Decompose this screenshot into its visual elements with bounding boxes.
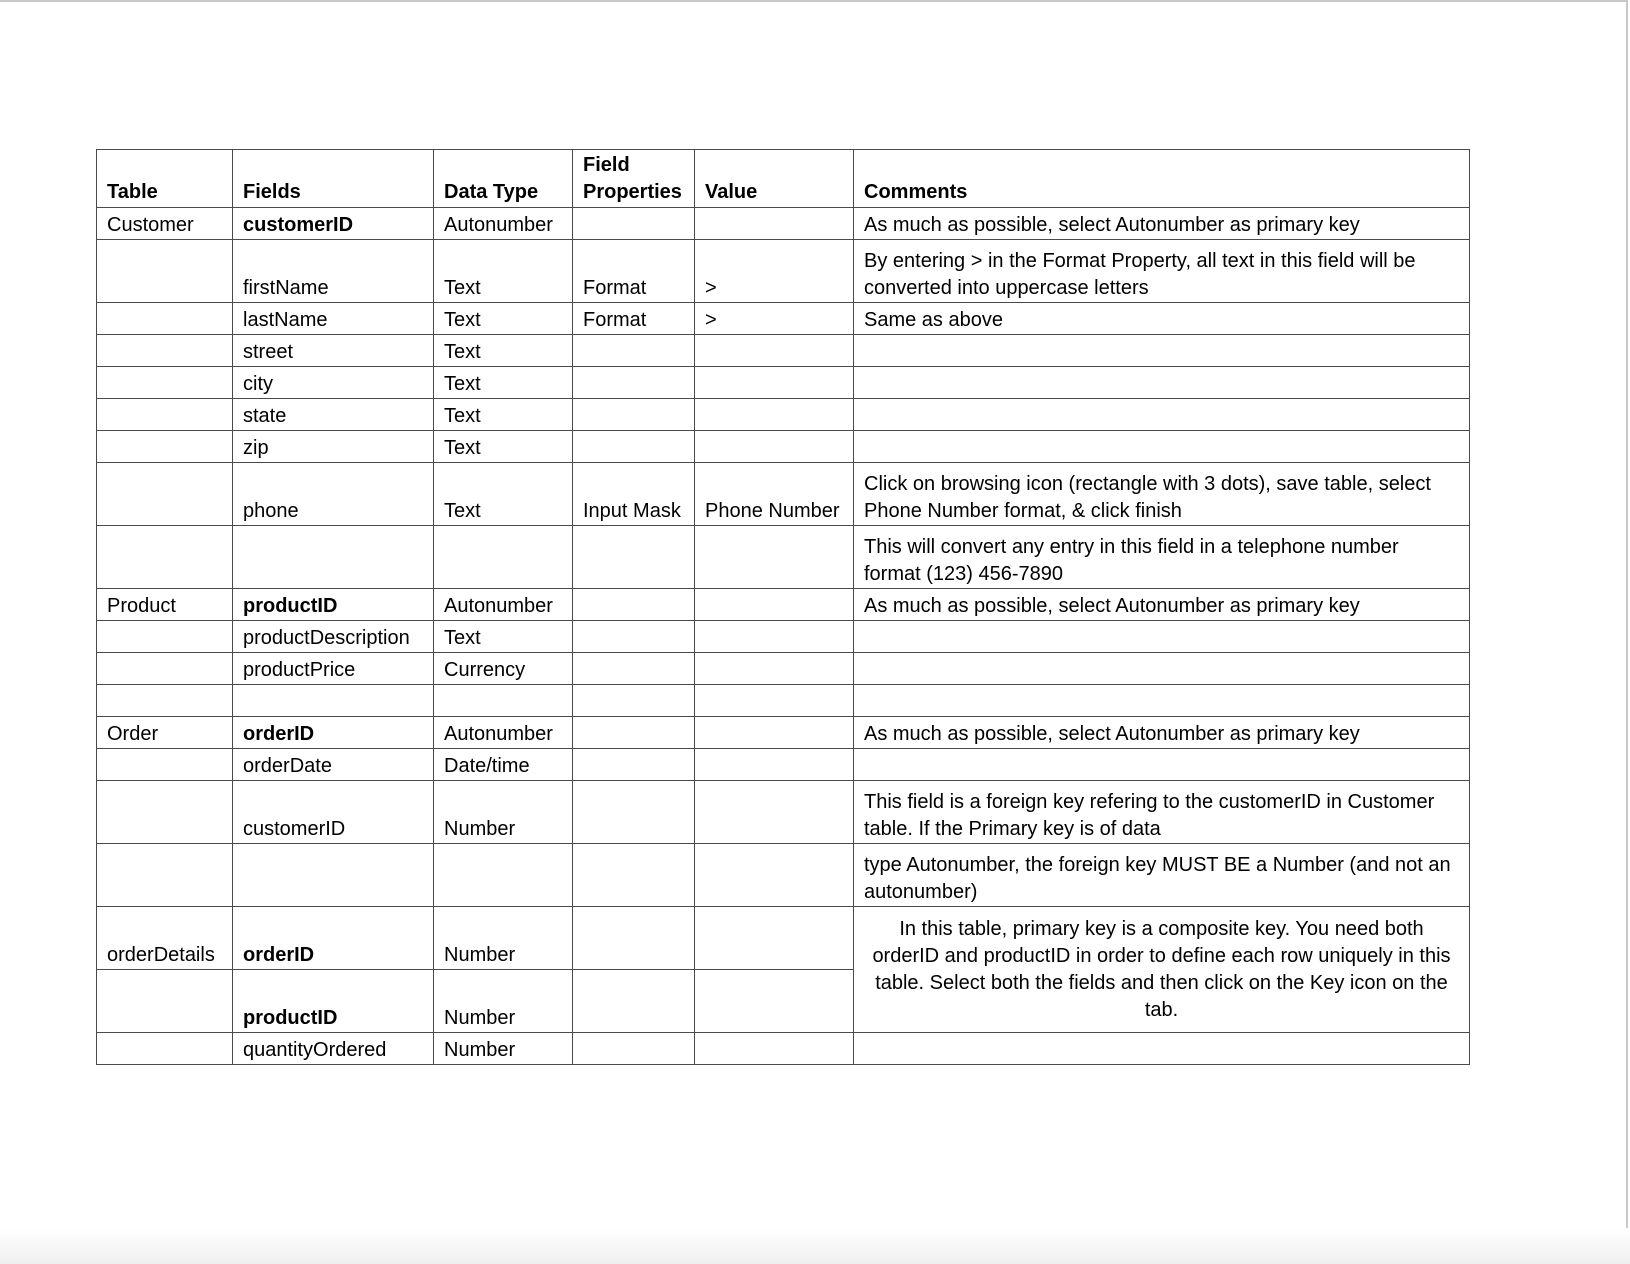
cell-table: Product bbox=[97, 589, 233, 621]
cell-prop bbox=[573, 1033, 695, 1065]
cell-comment bbox=[854, 367, 1470, 399]
header-row bbox=[97, 150, 1470, 208]
cell-value bbox=[695, 399, 854, 431]
header-table: Table bbox=[97, 150, 233, 208]
cell-field bbox=[233, 685, 434, 717]
cell-field: customerID bbox=[233, 208, 434, 240]
cell-type bbox=[434, 526, 573, 589]
cell-value bbox=[695, 781, 854, 844]
cell-prop bbox=[573, 781, 695, 844]
cell-field: orderDate bbox=[233, 749, 434, 781]
cell-prop bbox=[573, 970, 695, 1033]
cell-prop bbox=[573, 717, 695, 749]
header-data-type: Data Type bbox=[434, 150, 573, 208]
cell-comment bbox=[854, 399, 1470, 431]
cell-table bbox=[97, 844, 233, 907]
cell-value bbox=[695, 907, 854, 970]
header-field-properties: Field Properties bbox=[573, 150, 695, 208]
table-row bbox=[97, 717, 1470, 749]
cell-table bbox=[97, 303, 233, 335]
cell-table bbox=[97, 463, 233, 526]
header-fields: Fields bbox=[233, 150, 434, 208]
cell-value bbox=[695, 526, 854, 589]
table-row bbox=[97, 303, 1470, 335]
table-row bbox=[97, 240, 1470, 303]
cell-table bbox=[97, 621, 233, 653]
cell-table bbox=[97, 431, 233, 463]
header-value: Value bbox=[695, 150, 854, 208]
cell-prop bbox=[573, 621, 695, 653]
cell-comment: Click on browsing icon (rectangle with 3 dots), save table, select Phone Number format, & click finish bbox=[854, 463, 1470, 526]
cell-table bbox=[97, 685, 233, 717]
cell-field bbox=[233, 526, 434, 589]
table-row bbox=[97, 685, 1470, 717]
cell-prop bbox=[573, 589, 695, 621]
cell-comment: As much as possible, select Autonumber as primary key bbox=[854, 589, 1470, 621]
cell-type: Number bbox=[434, 907, 573, 970]
cell-field: orderID bbox=[233, 907, 434, 970]
cell-field: customerID bbox=[233, 781, 434, 844]
cell-table: Order bbox=[97, 717, 233, 749]
cell-prop: Input Mask bbox=[573, 463, 695, 526]
cell-prop bbox=[573, 367, 695, 399]
cell-field: state bbox=[233, 399, 434, 431]
table-row bbox=[97, 653, 1470, 685]
table-row bbox=[97, 844, 1470, 907]
cell-field: phone bbox=[233, 463, 434, 526]
cell-type: Currency bbox=[434, 653, 573, 685]
cell-table bbox=[97, 781, 233, 844]
cell-field: zip bbox=[233, 431, 434, 463]
cell-type: Autonumber bbox=[434, 717, 573, 749]
cell-field: street bbox=[233, 335, 434, 367]
cell-comment bbox=[854, 335, 1470, 367]
cell-type: Text bbox=[434, 463, 573, 526]
cell-prop bbox=[573, 685, 695, 717]
cell-table bbox=[97, 970, 233, 1033]
cell-type: Text bbox=[434, 367, 573, 399]
cell-table bbox=[97, 526, 233, 589]
cell-table bbox=[97, 749, 233, 781]
cell-field: productDescription bbox=[233, 621, 434, 653]
cell-table bbox=[97, 335, 233, 367]
cell-field: city bbox=[233, 367, 434, 399]
cell-type: Text bbox=[434, 303, 573, 335]
cell-table: orderDetails bbox=[97, 907, 233, 970]
cell-value: Phone Number bbox=[695, 463, 854, 526]
cell-type: Number bbox=[434, 970, 573, 1033]
cell-field bbox=[233, 844, 434, 907]
cell-type bbox=[434, 685, 573, 717]
table-row bbox=[97, 781, 1470, 844]
cell-prop bbox=[573, 844, 695, 907]
cell-field: productID bbox=[233, 589, 434, 621]
cell-comment: This will convert any entry in this field in a telephone number format (123) 456-7890 bbox=[854, 526, 1470, 589]
cell-comment bbox=[854, 621, 1470, 653]
cell-value bbox=[695, 335, 854, 367]
cell-value bbox=[695, 208, 854, 240]
cell-table: Customer bbox=[97, 208, 233, 240]
cell-type: Number bbox=[434, 781, 573, 844]
cell-comment bbox=[854, 749, 1470, 781]
table-row bbox=[97, 431, 1470, 463]
cell-comment: By entering > in the Format Property, all text in this field will be converted into uppercase letters bbox=[854, 240, 1470, 303]
table-row bbox=[97, 749, 1470, 781]
cell-comment bbox=[854, 685, 1470, 717]
cell-prop bbox=[573, 907, 695, 970]
cell-type: Text bbox=[434, 335, 573, 367]
cell-prop bbox=[573, 653, 695, 685]
cell-field: lastName bbox=[233, 303, 434, 335]
cell-value bbox=[695, 431, 854, 463]
cell-comment: As much as possible, select Autonumber as primary key bbox=[854, 208, 1470, 240]
cell-value: > bbox=[695, 303, 854, 335]
table-row bbox=[97, 526, 1470, 589]
cell-type: Text bbox=[434, 399, 573, 431]
header-comments: Comments bbox=[854, 150, 1470, 208]
cell-type: Autonumber bbox=[434, 589, 573, 621]
cell-prop bbox=[573, 208, 695, 240]
cell-type: Number bbox=[434, 1033, 573, 1065]
cell-prop bbox=[573, 526, 695, 589]
cell-table bbox=[97, 367, 233, 399]
cell-value bbox=[695, 685, 854, 717]
cell-value bbox=[695, 653, 854, 685]
cell-prop bbox=[573, 399, 695, 431]
table-row bbox=[97, 335, 1470, 367]
cell-type: Autonumber bbox=[434, 208, 573, 240]
cell-field: orderID bbox=[233, 717, 434, 749]
cell-comment: type Autonumber, the foreign key MUST BE a Number (and not an autonumber) bbox=[854, 844, 1470, 907]
cell-type: Date/time bbox=[434, 749, 573, 781]
cell-prop bbox=[573, 335, 695, 367]
cell-comment: In this table, primary key is a composite key. You need both orderID and productID in order to define each row uniquely in this table. Select both the fields and then click on the Key icon on the tab. bbox=[854, 907, 1470, 1033]
cell-field: firstName bbox=[233, 240, 434, 303]
cell-table bbox=[97, 399, 233, 431]
table-row bbox=[97, 907, 1470, 970]
cell-value bbox=[695, 970, 854, 1033]
cell-field: productPrice bbox=[233, 653, 434, 685]
cell-value: > bbox=[695, 240, 854, 303]
cell-value bbox=[695, 589, 854, 621]
cell-type: Text bbox=[434, 621, 573, 653]
table-row bbox=[97, 463, 1470, 526]
cell-type: Text bbox=[434, 240, 573, 303]
cell-type bbox=[434, 844, 573, 907]
table-row bbox=[97, 1033, 1470, 1065]
cell-comment: As much as possible, select Autonumber as primary key bbox=[854, 717, 1470, 749]
cell-comment bbox=[854, 431, 1470, 463]
table-row bbox=[97, 208, 1470, 240]
cell-prop: Format bbox=[573, 240, 695, 303]
page-bottom-edge bbox=[0, 1228, 1630, 1264]
table-row bbox=[97, 621, 1470, 653]
cell-value bbox=[695, 717, 854, 749]
database-design-table bbox=[96, 149, 1470, 1065]
cell-field: quantityOrdered bbox=[233, 1033, 434, 1065]
cell-value bbox=[695, 621, 854, 653]
cell-table bbox=[97, 653, 233, 685]
cell-prop: Format bbox=[573, 303, 695, 335]
cell-type: Text bbox=[434, 431, 573, 463]
cell-value bbox=[695, 844, 854, 907]
cell-value bbox=[695, 749, 854, 781]
cell-comment bbox=[854, 653, 1470, 685]
cell-prop bbox=[573, 749, 695, 781]
table-row bbox=[97, 589, 1470, 621]
cell-comment: This field is a foreign key refering to the customerID in Customer table. If the Primary key is of data bbox=[854, 781, 1470, 844]
cell-value bbox=[695, 1033, 854, 1065]
table-row bbox=[97, 399, 1470, 431]
cell-prop bbox=[573, 431, 695, 463]
cell-table bbox=[97, 1033, 233, 1065]
cell-table bbox=[97, 240, 233, 303]
cell-comment bbox=[854, 1033, 1470, 1065]
cell-value bbox=[695, 367, 854, 399]
cell-comment: Same as above bbox=[854, 303, 1470, 335]
cell-field: productID bbox=[233, 970, 434, 1033]
table-row bbox=[97, 367, 1470, 399]
